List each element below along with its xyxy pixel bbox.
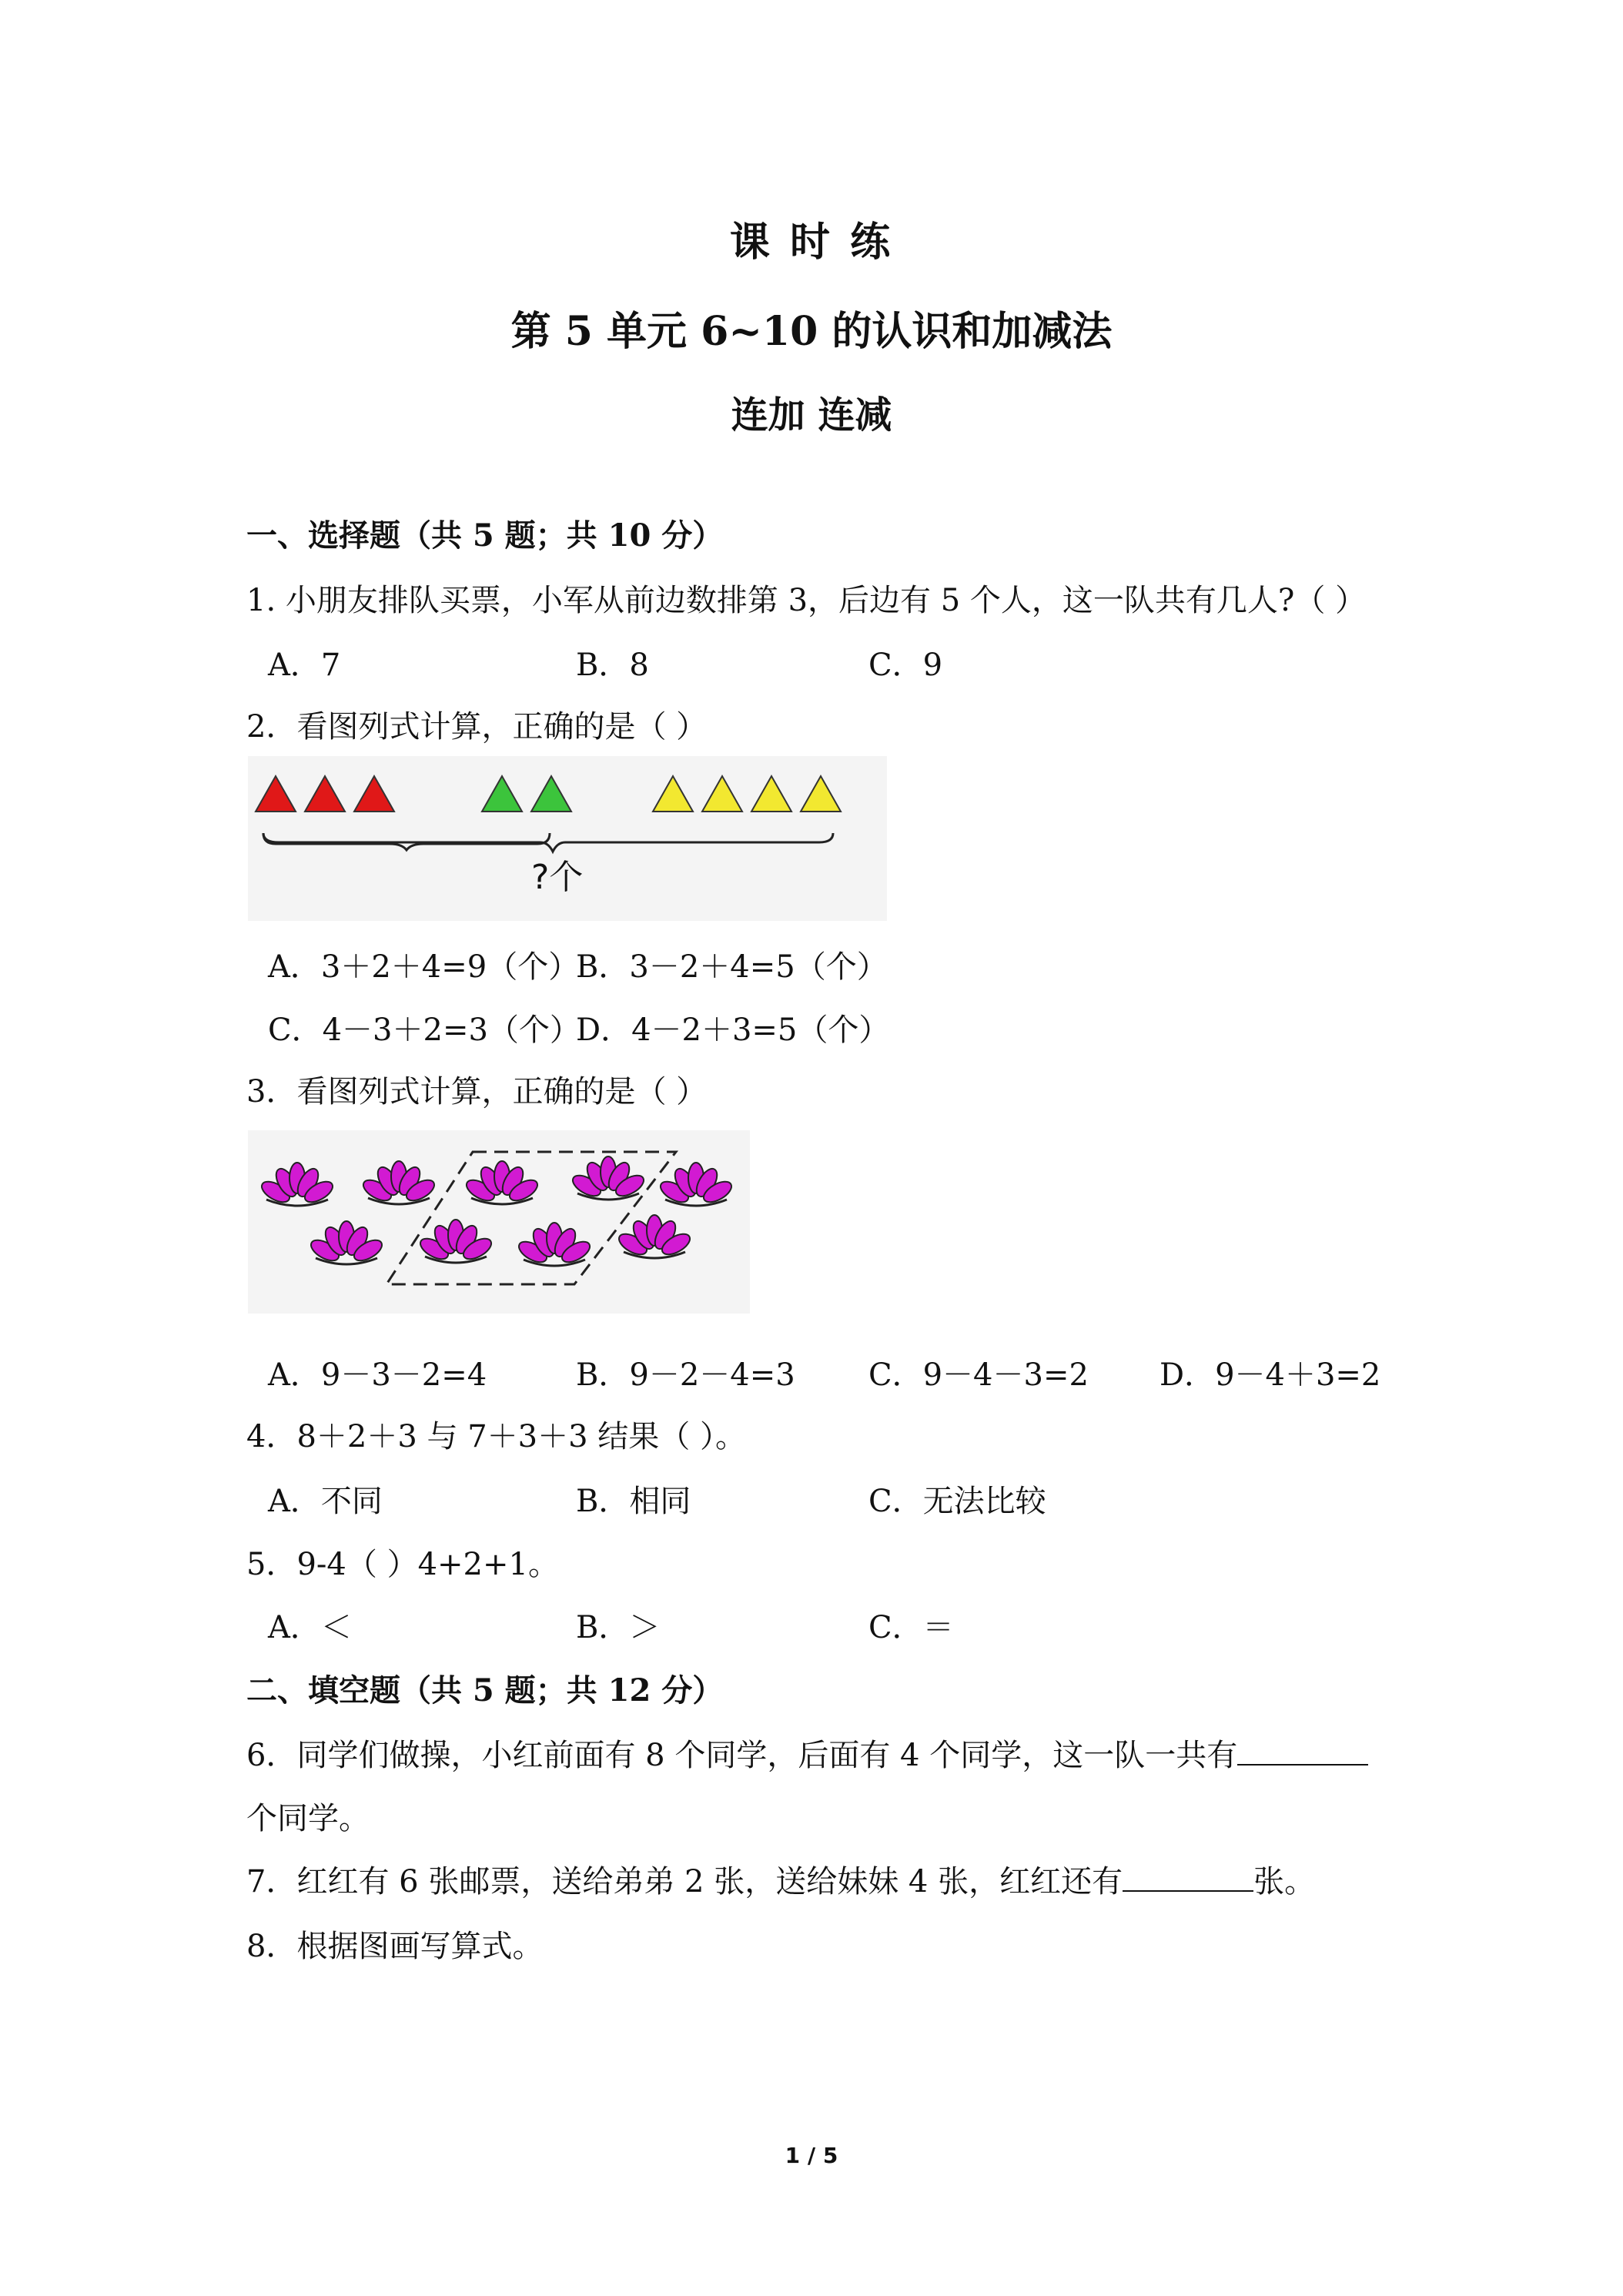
page-title: 课 时 练 bbox=[729, 219, 894, 266]
lotus-flower-icon bbox=[516, 1223, 594, 1267]
page-number: 1 / 5 bbox=[785, 2143, 838, 2168]
q4-option-b[interactable]: B．相同 bbox=[576, 1484, 691, 1519]
triangle-yellow-icon bbox=[702, 776, 742, 812]
lotus-flower-icon bbox=[259, 1163, 336, 1207]
q3-option-a[interactable]: A．9－3－2=4 bbox=[268, 1357, 487, 1393]
question-2: 2．看图列式计算，正确的是（ ） bbox=[246, 709, 708, 745]
question-5: 5．9-4（ ）4+2+1。 bbox=[246, 1547, 559, 1582]
q1-option-b[interactable]: B．8 bbox=[576, 648, 649, 683]
q6-answer-blank[interactable] bbox=[1237, 1738, 1368, 1766]
lotus-flower-icon bbox=[360, 1161, 438, 1205]
question-8: 8．根据图画写算式。 bbox=[246, 1929, 544, 1964]
triangle-red-icon bbox=[256, 776, 296, 812]
q5-option-a[interactable]: A．＜ bbox=[268, 1610, 352, 1645]
q7-text: 7．红红有 6 张邮票，送给弟弟 2 张，送给妹妹 4 张，红红还有 bbox=[246, 1864, 1123, 1899]
q2-triangles-figure bbox=[248, 756, 887, 921]
q6-text: 6．同学们做操，小红前面有 8 个同学，后面有 4 个同学，这一队一共有 bbox=[246, 1738, 1238, 1773]
q2-option-c[interactable]: C．4－3＋2=3（个） bbox=[268, 1012, 581, 1048]
section-heading-fill: 二、填空题（共 5 题；共 12 分） bbox=[246, 1672, 724, 1709]
triangles-svg bbox=[248, 756, 887, 921]
brace bbox=[263, 833, 833, 852]
lotus-flower-icon bbox=[570, 1156, 648, 1200]
question-1: 1. 小朋友排队买票，小军从前边数排第 3，后边有 5 个人，这一队共有几人?（ ） bbox=[246, 583, 1367, 618]
section-heading-choice: 一、选择题（共 5 题；共 10 分） bbox=[246, 517, 724, 554]
lotus-flower-icon bbox=[417, 1220, 495, 1263]
q3-option-b[interactable]: B．9－2－4=3 bbox=[576, 1357, 795, 1393]
lotus-flower-icon bbox=[616, 1215, 694, 1259]
question-7 bbox=[246, 1857, 1315, 1901]
question-3: 3．看图列式计算，正确的是（ ） bbox=[246, 1074, 708, 1110]
q5-option-b[interactable]: B．＞ bbox=[576, 1610, 661, 1645]
q4-option-c[interactable]: C．无法比较 bbox=[868, 1484, 1046, 1519]
triangle-green-icon bbox=[531, 776, 571, 812]
lesson-title: 连加 连减 bbox=[731, 393, 892, 437]
question-6 bbox=[246, 1731, 1368, 1775]
q6-text-continued: 个同学。 bbox=[246, 1801, 370, 1836]
q3-option-c[interactable]: C．9－4－3=2 bbox=[868, 1357, 1089, 1393]
triangle-red-icon bbox=[354, 776, 394, 812]
lotus-flower-icon bbox=[308, 1221, 386, 1265]
unit-title: 第 5 单元 6~10 的认识和加减法 bbox=[510, 308, 1113, 355]
q1-option-a[interactable]: A．7 bbox=[268, 648, 341, 683]
lotus-flower-icon bbox=[658, 1163, 735, 1207]
q7-answer-blank[interactable] bbox=[1123, 1864, 1253, 1892]
lotus-flower-icon bbox=[463, 1161, 541, 1205]
triangle-green-icon bbox=[482, 776, 522, 812]
q2-option-d[interactable]: D．4－2＋3=5（个） bbox=[576, 1012, 890, 1048]
triangle-red-icon bbox=[305, 776, 345, 812]
dashed-parallelogram bbox=[387, 1152, 676, 1284]
triangle-yellow-icon bbox=[653, 776, 693, 812]
q1-option-c[interactable]: C．9 bbox=[868, 648, 943, 683]
q2-figure-label: ?个 bbox=[531, 858, 584, 897]
flowers-svg bbox=[248, 1130, 750, 1314]
q2-option-a[interactable]: A．3＋2＋4=9（个） bbox=[268, 949, 580, 985]
q2-option-b[interactable]: B．3－2＋4=5（个） bbox=[576, 949, 888, 985]
q3-flowers-figure bbox=[248, 1130, 750, 1314]
q5-option-c[interactable]: C．＝ bbox=[868, 1610, 954, 1645]
question-4: 4．8＋2＋3 与 7＋3＋3 结果（ ）。 bbox=[246, 1419, 747, 1454]
q4-option-a[interactable]: A．不同 bbox=[268, 1484, 383, 1519]
q7-text-end: 张。 bbox=[1253, 1864, 1316, 1899]
triangle-yellow-icon bbox=[801, 776, 841, 812]
q3-option-d[interactable]: D．9－4＋3=2 bbox=[1160, 1357, 1381, 1393]
triangle-yellow-icon bbox=[751, 776, 791, 812]
